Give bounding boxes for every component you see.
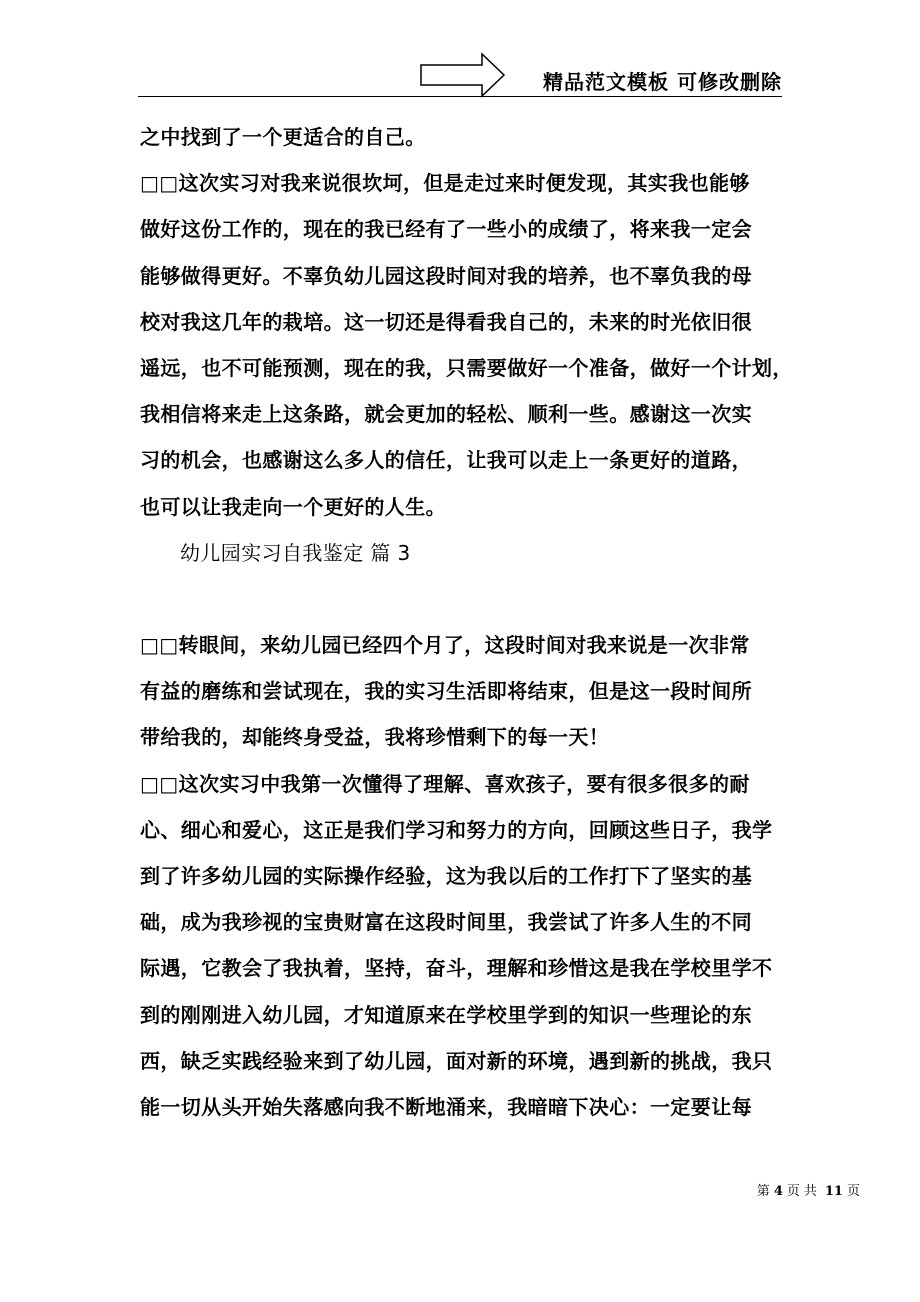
- document-body: [140, 114, 800, 1130]
- body-line: 我相信将来走上这条路，就会更加的轻松、顺利一些。感谢这一次实: [140, 402, 752, 427]
- footer-prefix: 第: [756, 1184, 770, 1199]
- footer-page-label: 页: [786, 1184, 800, 1199]
- body-line: 之中找到了一个更适合的自己。: [140, 125, 426, 149]
- body-line: 做好这份工作的，现在的我已经有了一些小的成绩了，将来我一定会: [140, 217, 752, 242]
- footer-total-label: 共: [803, 1184, 817, 1199]
- header-title: 精品范文模板 可修改删除: [543, 70, 782, 94]
- body-line: □□转眼间，来幼儿园已经四个月了，这段时间对我来说是一次非常: [140, 633, 750, 658]
- page-footer: [757, 1180, 860, 1199]
- body-line: 习的机会，也感谢这么多人的信任，让我可以走上一条更好的道路，: [140, 448, 752, 473]
- body-line: 遥远，也不可能预测，现在的我，只需要做好一个准备，做好一个计划，: [140, 355, 793, 380]
- body-line: 西，缺乏实践经验来到了幼儿园，面对新的环境，遇到新的挑战，我只: [140, 1048, 773, 1073]
- body-line: 能一切从头开始失落感向我不断地涌来，我暗暗下决心：一定要让每: [140, 1094, 752, 1119]
- body-line: 也可以让我走向一个更好的人生。: [140, 494, 446, 519]
- body-line: 校对我这几年的栽培。这一切还是得看我自己的，未来的时光依旧很: [140, 309, 752, 334]
- footer-suffix: 页: [846, 1184, 860, 1199]
- body-line: 础，成为我珍视的宝贵财富在这段时间里，我尝试了许多人生的不同: [140, 910, 752, 935]
- blank-line: [140, 576, 800, 622]
- body-line: 际遇，它教会了我执着，坚持，奋斗，理解和珍惜这是我在学校里学不: [140, 956, 773, 981]
- body-line: 有益的磨练和尝试现在，我的实习生活即将结束，但是这一段时间所: [140, 679, 752, 704]
- body-line: 到了许多幼儿园的实际操作经验，这为我以后的工作打下了坚实的基: [140, 864, 752, 888]
- body-line: □□这次实习中我第一次懂得了理解、喜欢孩子，要有很多很多的耐: [140, 771, 750, 796]
- current-page-number: 4: [773, 1184, 783, 1199]
- section-heading: 幼儿园实习自我鉴定 篇 3: [180, 540, 411, 565]
- body-line: 心、细心和爱心，这正是我们学习和努力的方向，回顾这些日子，我学: [140, 817, 773, 842]
- body-line: 带给我的，却能终身受益，我将珍惜剩下的每一天！: [140, 725, 610, 750]
- header-divider: [138, 96, 782, 97]
- arrow-right-icon: [420, 52, 506, 98]
- body-line: 到的刚刚进入幼儿园，才知道原来在学校里学到的知识一些理论的东: [140, 1002, 752, 1027]
- body-line: 能够做得更好。不辜负幼儿园这段时间对我的培养，也不辜负我的母: [140, 263, 752, 288]
- body-line: □□这次实习对我来说很坎坷，但是走过来时便发现，其实我也能够: [140, 171, 750, 196]
- total-pages-number: 11: [824, 1184, 843, 1199]
